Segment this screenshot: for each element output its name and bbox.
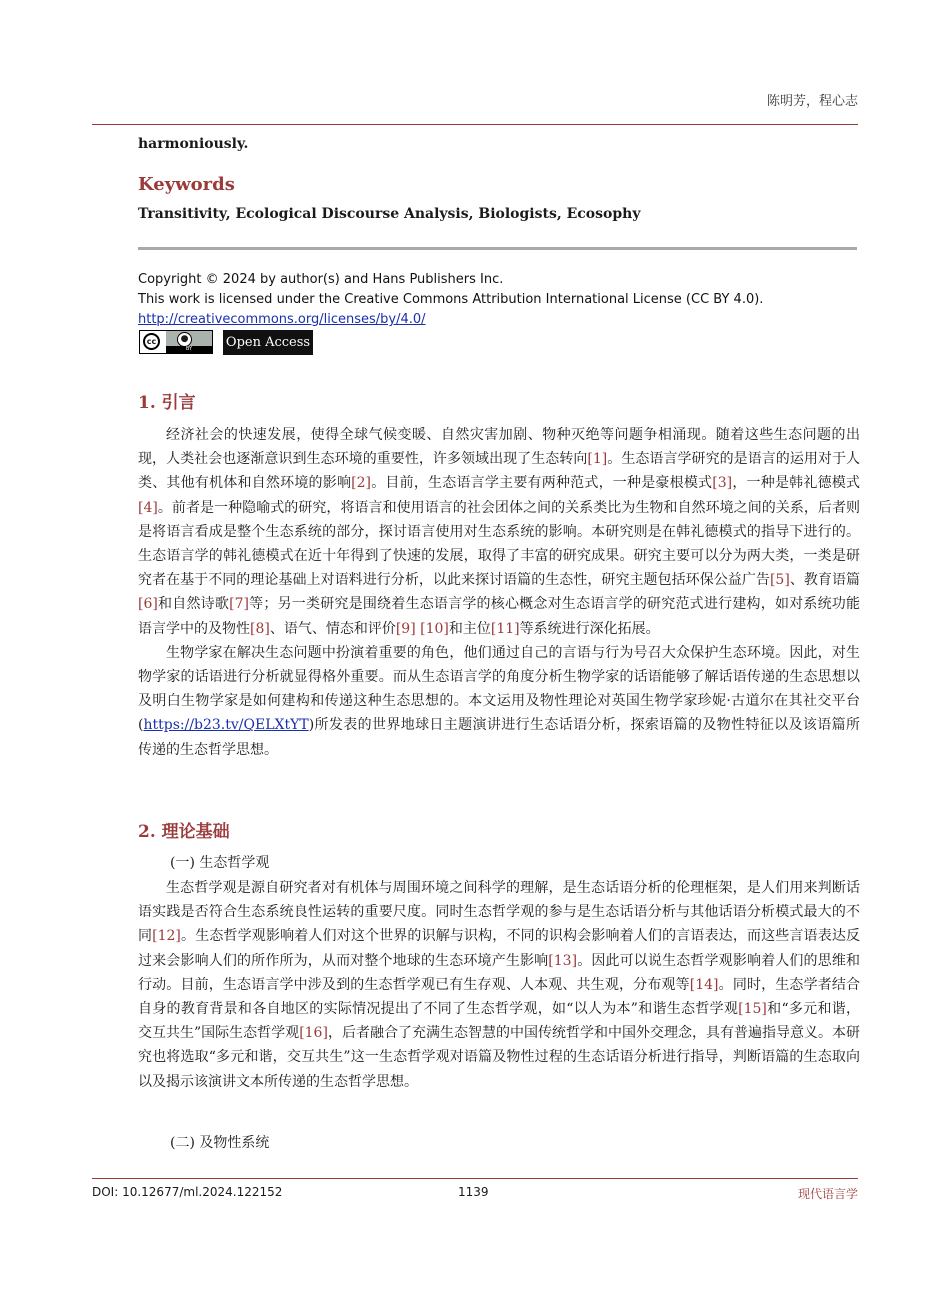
license-line: This work is licensed under the Creative Commons Attribution International License (CC BY 4.0). <box>138 292 764 307</box>
citation-link[interactable]: [7] <box>229 596 249 613</box>
citation-link[interactable]: [1] <box>587 451 608 468</box>
footer-journal: 现代语言学 <box>797 1187 858 1201</box>
person-icon: ● <box>177 332 192 347</box>
footer-page-number: 1139 <box>458 1185 489 1199</box>
intro-paragraph-2: 生物学家在解决生态问题中扮演着重要的角色，他们通过自己的言语与行为号召大众保护生态环境。因此，对生物学家的话语进行分析就显得格外重要。而从生态语言学的角度分析生物学家的话语能够了解话语传递的生态思想以及明白生物学家是如何建构和传递这种生态思想的。本文运用及物性理论对英国生物学家珍妮·古道尔在其社交平台(https://b23.tv/QELXtYT)所发表的世界地球日主题演讲进行生态话语分析，探索语篇的及物性特征以及该语篇所传递的生态哲学思想。 <box>138 644 860 758</box>
citation-link[interactable]: [15] <box>738 1001 767 1018</box>
citation-link[interactable]: [12] <box>152 928 181 945</box>
keywords-text: Transitivity, Ecological Discourse Analysis, Biologists, Ecosophy <box>138 206 641 222</box>
running-header-authors: 陈明芳，程心志 <box>766 94 858 109</box>
citation-link[interactable]: [9] <box>395 620 416 637</box>
theory-paragraph-1: 生态哲学观是源自研究者对有机体与周围环境之间科学的理解，是生态话语分析的伦理框架，是人们用来判断话语实践是否符合生态系统良性运转的重要尺度。同时生态哲学观的参与是生态话语分析与其他话语分析模式最大的不同[12]。生态哲学观影响着人们对这个世界的识解与识构，不同的识构会影响着人们的言语表达，而这些言语表达反过来会影响人们的所作所为，从而对整个地球的生态环境产生影响[13]。因此可以说生态哲学观影响着人们的思维和行动。目前，生态语言学中涉及到的生态哲学观已有生存观、人本观、共生观，分布观等[14]。同时，生态学者结合自身的教育背景和各自地区的实际情况提出了不同了生态哲学观，如“以人为本”和谐生态哲学观[15]和“多元和谐，交互共生”国际生态哲学观[16]，后者融合了充满生态智慧的中国传统哲学和中国外交理念，具有普遍指导意义。本研究也将选取“多元和谐，交互共生”这一生态哲学观对语篇及物性过程的生态话语分析进行指导，判断语篇的生态取向以及揭示该演讲文本所传递的生态哲学思想。 <box>138 880 861 1090</box>
header-rule <box>92 124 858 125</box>
citation-link[interactable]: [3] <box>712 475 733 492</box>
intro-paragraph-1: 经济社会的快速发展，使得全球气候变暖、自然灾害加剧、物种灭绝等问题争相涌现。随着这些生态问题的出现，人类社会也逐渐意识到生态环境的重要性，许多领域出现了生态转向[1]。生态语言学研究的是语言的运用对于人类、其他有机体和自然环境的影响[2]。目前，生态语言学主要有两种范式，一种是豪根模式[3]，一种是韩礼德模式[4]。前者是一种隐喻式的研究，将语言和使用语言的社会团体之间的关系类比为生物和自然环境之间的关系，后者则是将语言看成是整个生态系统的部分，探讨语言使用对生态系统的影响。本研究则是在韩礼德模式的指导下进行的。生态语言学的韩礼德模式在近十年得到了快速的发展，取得了丰富的研究成果。研究主要可以分为两大类，一类是研究者在基于不同的理论基础上对语料进行分析，以此来探讨语篇的生态性，研究主题包括环保公益广告[5]、教育语篇[6]和自然诗歌[7]等；另一类研究是围绕着生态语言学的核心概念对生态语言学的研究范式进行建构，如对系统功能语言学中的及物性[8]、语气、情态和评价[9] [10]和主位[11]等系统进行深化拓展。 <box>138 427 861 637</box>
keywords-title: Keywords <box>138 174 235 195</box>
abstract-tail: harmoniously. <box>138 136 249 152</box>
citation-link[interactable]: [13] <box>548 952 578 969</box>
citation-link[interactable]: [10] <box>420 620 449 637</box>
subsection-transitivity: (二) 及物性系统 <box>170 1135 270 1151</box>
video-link[interactable]: https://b23.tv/QELXtYT <box>143 717 309 734</box>
copyright-line: Copyright © 2024 by author(s) and Hans Publishers Inc. <box>138 272 504 287</box>
license-link[interactable]: http://creativecommons.org/licenses/by/4.0/ <box>138 312 426 327</box>
keywords-rule <box>138 247 857 250</box>
section-intro-body <box>138 423 860 762</box>
footer-rule <box>92 1178 858 1179</box>
citation-link[interactable]: [5] <box>769 572 790 589</box>
citation-link[interactable]: [11] <box>490 620 520 637</box>
citation-link[interactable]: [8] <box>250 620 270 637</box>
section-heading-theory: 2. 理论基础 <box>138 822 230 842</box>
citation-link[interactable]: [14] <box>689 976 719 993</box>
citation-link[interactable]: [4] <box>138 499 158 516</box>
citation-link[interactable]: [2] <box>351 475 371 492</box>
citation-link[interactable]: [6] <box>138 596 158 613</box>
footer-doi: DOI: 10.12677/ml.2024.122152 <box>92 1185 283 1199</box>
cc-logo-icon: cc <box>143 333 160 350</box>
citation-link[interactable]: [16] <box>299 1025 328 1042</box>
subsection-ecosophy: (一) 生态哲学观 <box>170 855 270 871</box>
by-label: BY <box>166 346 212 353</box>
section-heading-intro: 1. 引言 <box>138 393 196 413</box>
cc-by-icon[interactable] <box>139 330 213 354</box>
open-access-badge: Open Access <box>223 330 313 355</box>
section-theory-body <box>138 876 860 1094</box>
